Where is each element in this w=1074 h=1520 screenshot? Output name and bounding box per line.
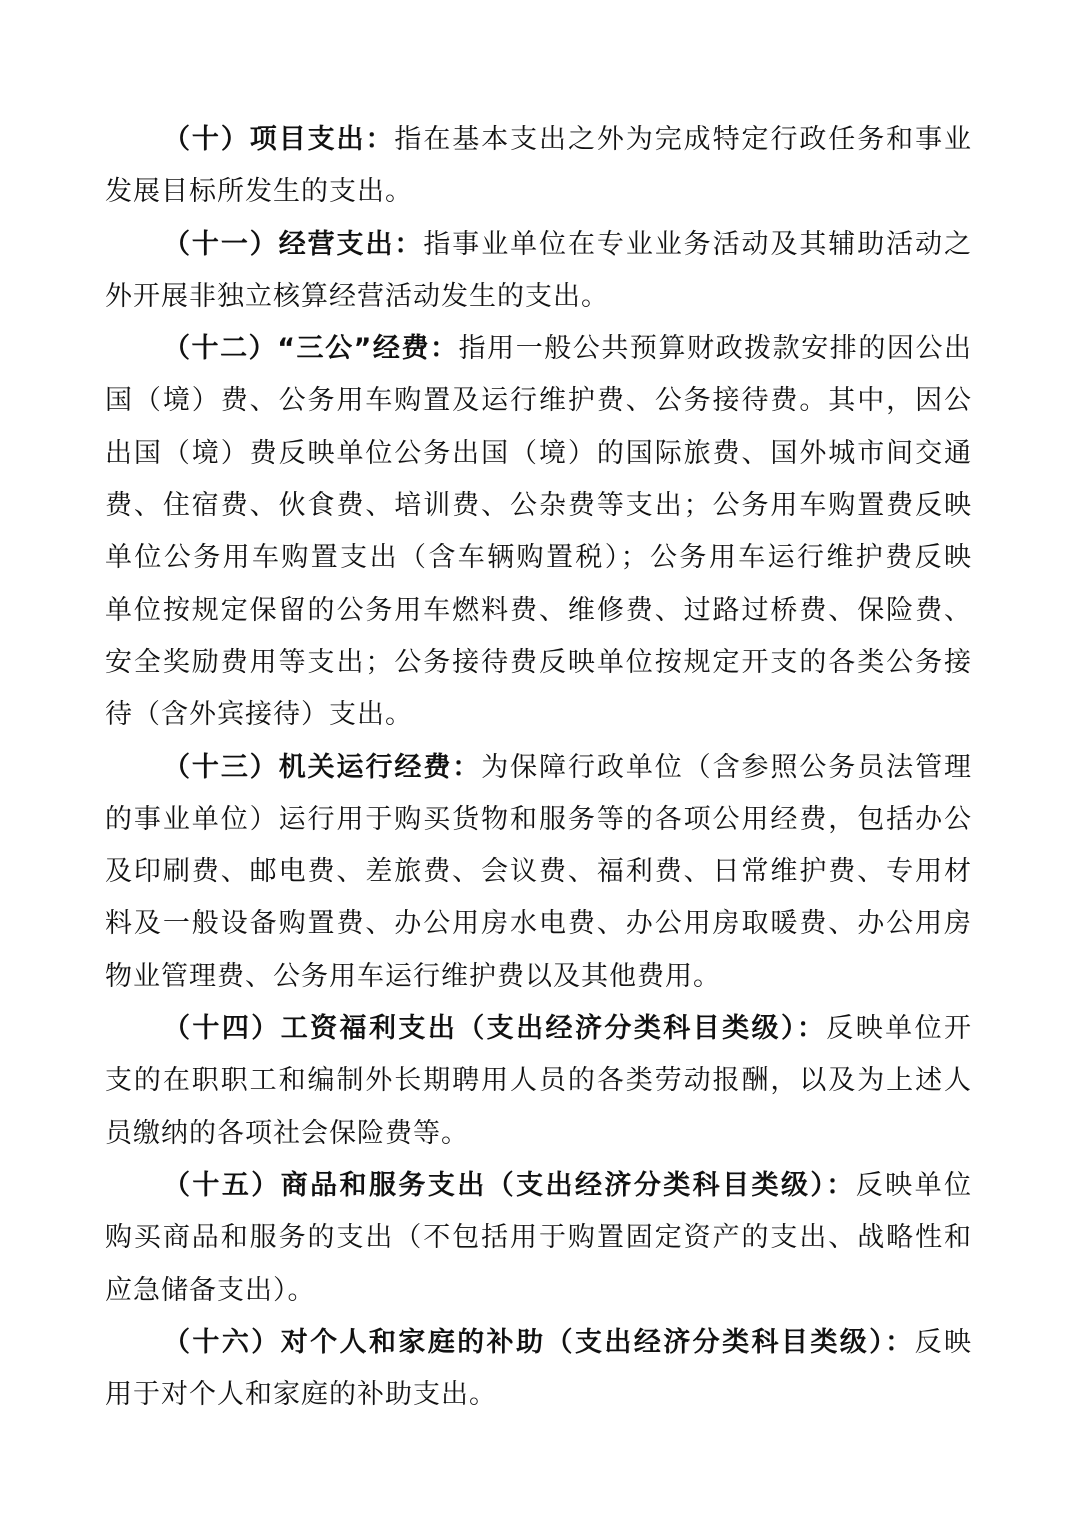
line-text: 国（境）费、公务用车购置及运行维护费、公务接待费。其中，因公 (105, 385, 971, 417)
line-text: 的事业单位）运行用于购买货物和服务等的各项公用经费，包括办公 (105, 803, 971, 835)
text-line (105, 166, 971, 218)
text-line (105, 1265, 971, 1317)
text-line (105, 1003, 971, 1055)
line-text: 购买商品和服务的支出（不包括用于购置固定资产的支出、战略性和 (105, 1222, 971, 1254)
line-text: 及印刷费、邮电费、差旅费、会议费、福利费、日常维护费、专用材 (105, 856, 971, 888)
line-text: 反映单位开 (826, 1013, 972, 1045)
text-line (105, 794, 971, 846)
text-line (105, 689, 971, 741)
paragraph (105, 1003, 971, 1160)
line-text: 指在基本支出之外为完成特定行政任务和事业 (394, 124, 972, 155)
paragraph-heading: （十二）“三公”经费： (163, 333, 459, 365)
paragraph (105, 114, 971, 219)
line-text: 应急储备支出）。 (105, 1274, 316, 1306)
line-text: 指用一般公共预算财政拨款安排的因公出 (458, 333, 972, 365)
line-text: 外开展非独立核算经营活动发生的支出。 (105, 280, 609, 312)
paragraph-heading: （十五）商品和服务支出（支出经济分类科目类级）： (163, 1169, 856, 1201)
line-text: 员缴纳的各项社会保险费等。 (105, 1117, 469, 1149)
paragraph-heading: （十六）对个人和家庭的补助（支出经济分类科目类级）： (163, 1326, 915, 1358)
text-line (105, 1317, 971, 1369)
text-line (105, 114, 971, 166)
text-line (105, 951, 971, 1003)
text-line (105, 323, 971, 375)
line-text: 反映 (914, 1326, 972, 1358)
paragraph (105, 1317, 971, 1422)
line-text: 指事业单位在专业业务活动及其辅助活动之 (423, 228, 972, 260)
document-body (105, 114, 971, 1421)
paragraph (105, 323, 971, 741)
text-line (105, 1160, 971, 1212)
paragraph (105, 1160, 971, 1317)
text-line (105, 375, 971, 427)
text-line (105, 219, 971, 271)
line-text: 为保障行政单位（含参照公务员法管理 (481, 751, 972, 783)
text-line (105, 1369, 971, 1421)
text-line (105, 480, 971, 532)
text-line (105, 428, 971, 480)
line-text: 安全奖励费用等支出；公务接待费反映单位按规定开支的各类公务接 (105, 646, 971, 678)
paragraph (105, 219, 971, 324)
text-line (105, 271, 971, 323)
paragraph (105, 742, 971, 1003)
line-text: 料及一般设备购置费、办公用房水电费、办公用房取暖费、办公用房 (105, 908, 971, 940)
line-text: 用于对个人和家庭的补助支出。 (105, 1379, 497, 1411)
text-line (105, 1055, 971, 1107)
line-text: 费、住宿费、伙食费、培训费、公杂费等支出；公务用车购置费反映 (105, 490, 971, 522)
text-line (105, 637, 971, 689)
text-line (105, 585, 971, 637)
text-line (105, 742, 971, 794)
line-text: 反映单位 (855, 1169, 972, 1201)
line-text: 出国（境）费反映单位公务出国（境）的国际旅费、国外城市间交通 (105, 437, 971, 469)
line-text: 单位按规定保留的公务用车燃料费、维修费、过路过桥费、保险费、 (105, 594, 971, 626)
text-line (105, 1212, 971, 1264)
paragraph-heading: （十四）工资福利支出（支出经济分类科目类级）： (163, 1013, 827, 1045)
text-line (105, 898, 971, 950)
paragraph-heading: （十）项目支出： (163, 124, 395, 155)
line-text: 支的在职职工和编制外长期聘用人员的各类劳动报酬，以及为上述人 (105, 1065, 971, 1097)
line-text: 物业管理费、公务用车运行维护费以及其他费用。 (105, 960, 721, 992)
line-text: 发展目标所发生的支出。 (105, 176, 413, 208)
line-text: 待（含外宾接待）支出。 (105, 699, 413, 731)
line-text: 单位公务用车购置支出（含车辆购置税）；公务用车运行维护费反映 (105, 542, 971, 574)
text-line (105, 532, 971, 584)
text-line (105, 846, 971, 898)
paragraph-heading: （十三）机关运行经费： (163, 751, 482, 783)
text-line (105, 1108, 971, 1160)
paragraph-heading: （十一）经营支出： (163, 228, 424, 260)
